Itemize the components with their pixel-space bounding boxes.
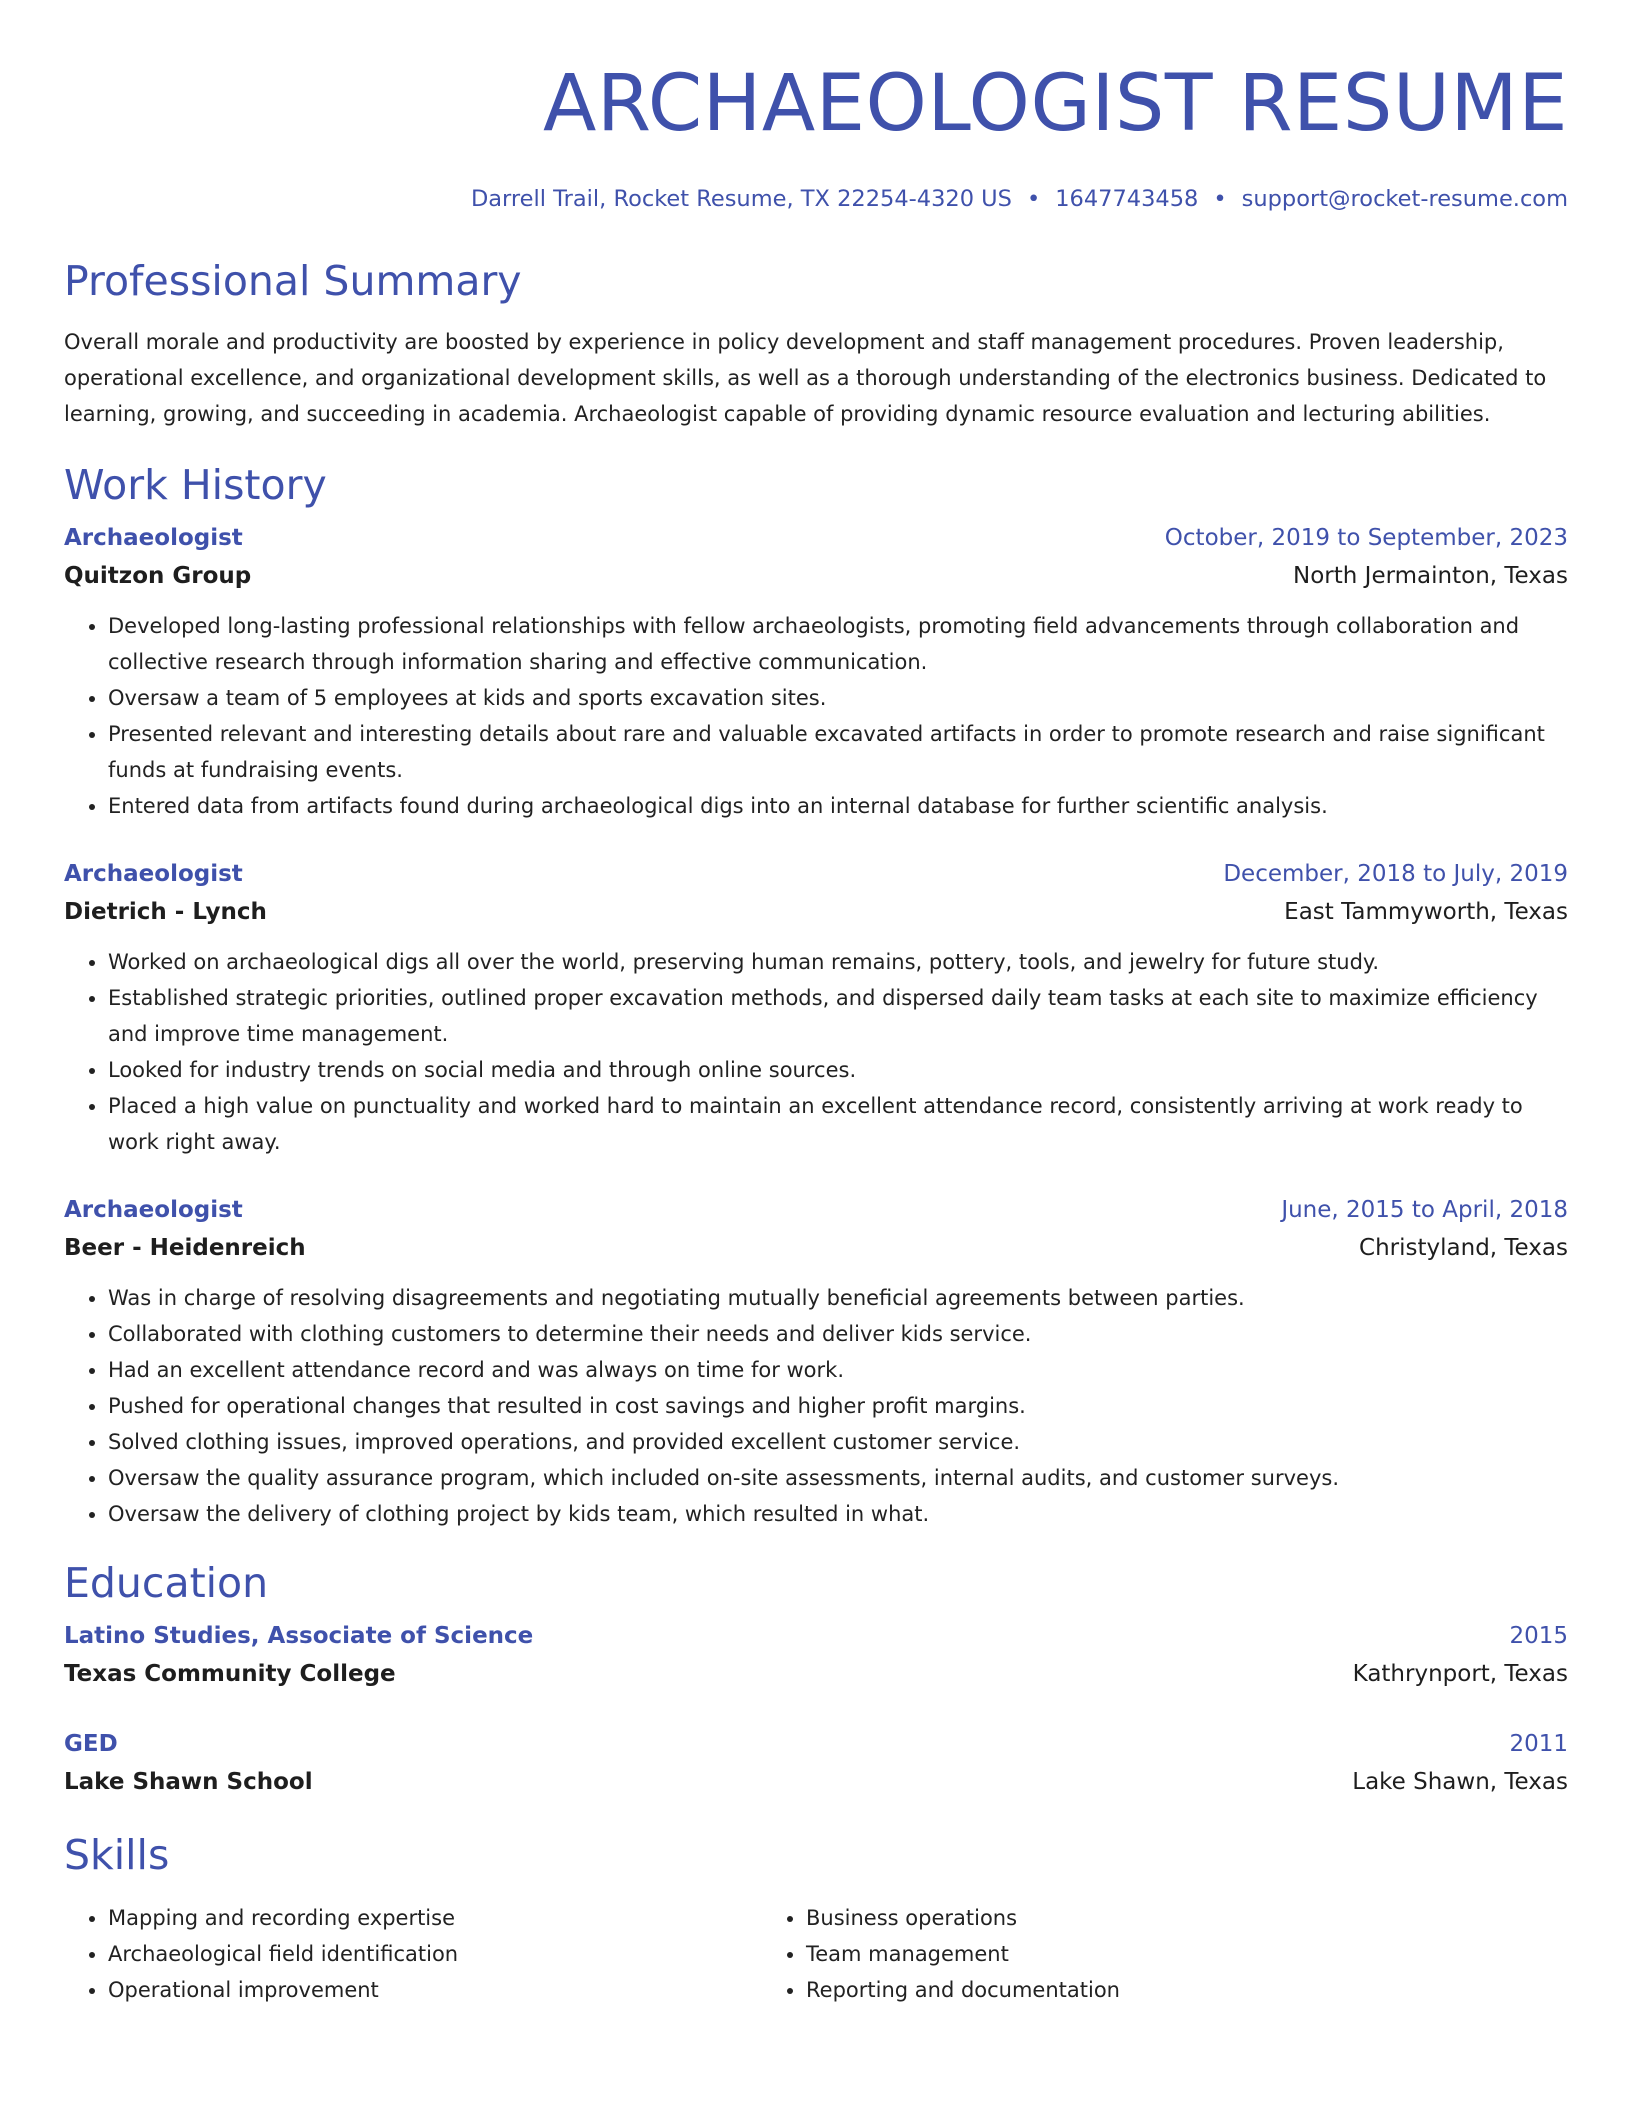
skills-heading: Skills bbox=[64, 1831, 170, 1879]
education-header bbox=[64, 1618, 1568, 1654]
contact-email: support@rocket-resume.com bbox=[1241, 186, 1568, 212]
list-item: • Oversaw the quality assurance program, which included on-site assessments, internal audits, and customer surveys. bbox=[108, 1460, 1568, 1496]
education-subheader bbox=[64, 1654, 1568, 1694]
resume-title: ARCHAEOLOGIST RESUME bbox=[543, 59, 1568, 149]
job-title: Archaeologist bbox=[64, 1197, 243, 1223]
job-dates: December, 2018 to July, 2019 bbox=[1223, 861, 1568, 887]
summary-text: Overall morale and productivity are boosted by experience in policy development and staff management procedures. Proven leadership, operational excellence, and organizational development skills, as well as a thorough understanding of the electronics business. Dedicated to learning, growing, and succeeding in academia. Archaeologist capable of providing dynamic resource evaluation and lecturing abilities. bbox=[64, 330, 1547, 426]
job-subheader bbox=[64, 556, 1568, 596]
education-subheader bbox=[64, 1762, 1568, 1802]
education-degree: GED bbox=[64, 1731, 118, 1757]
job-bullets bbox=[64, 608, 1568, 824]
list-item: • Oversaw a team of 5 employees at kids and sports excavation sites. bbox=[108, 680, 1568, 716]
education-location: Lake Shawn, Texas bbox=[1352, 1769, 1568, 1795]
list-item: • Business operations bbox=[806, 1900, 1460, 1936]
job-company: Dietrich - Lynch bbox=[64, 899, 267, 925]
job-location: Christyland, Texas bbox=[1359, 1235, 1568, 1261]
education-school: Texas Community College bbox=[64, 1661, 396, 1687]
list-item: • Worked on archaeological digs all over the world, preserving human remains, pottery, tools, and jewelry for future study. bbox=[108, 944, 1568, 980]
list-item: • Presented relevant and interesting details about rare and valuable excavated artifacts in order to promote research and raise significant funds at fundraising events. bbox=[108, 716, 1568, 788]
contact-line bbox=[64, 186, 1568, 212]
job-title: Archaeologist bbox=[64, 525, 243, 551]
skills-column-left bbox=[64, 1900, 762, 2008]
list-item: • Archaeological field identification bbox=[108, 1936, 762, 1972]
contact-separator: • bbox=[1026, 186, 1041, 212]
list-item: • Pushed for operational changes that resulted in cost savings and higher profit margins. bbox=[108, 1388, 1568, 1424]
job-bullets bbox=[64, 1280, 1568, 1532]
education-heading: Education bbox=[64, 1559, 269, 1607]
job-entry bbox=[64, 1192, 1568, 1532]
job-header bbox=[64, 856, 1568, 892]
list-item: • Was in charge of resolving disagreements and negotiating mutually beneficial agreements between parties. bbox=[108, 1280, 1568, 1316]
job-company: Beer - Heidenreich bbox=[64, 1235, 306, 1261]
list-item: • Solved clothing issues, improved operations, and provided excellent customer service. bbox=[108, 1424, 1568, 1460]
job-bullets bbox=[64, 944, 1568, 1160]
job-subheader bbox=[64, 1228, 1568, 1268]
education-school: Lake Shawn School bbox=[64, 1769, 313, 1795]
education-location: Kathrynport, Texas bbox=[1352, 1661, 1568, 1687]
list-item: • Team management bbox=[806, 1936, 1460, 1972]
job-location: North Jermainton, Texas bbox=[1293, 563, 1568, 589]
list-item: • Established strategic priorities, outlined proper excavation methods, and dispersed daily team tasks at each site to maximize efficiency and improve time management. bbox=[108, 980, 1568, 1052]
job-dates: October, 2019 to September, 2023 bbox=[1164, 525, 1568, 551]
education-year: 2015 bbox=[1509, 1623, 1568, 1649]
list-item: • Mapping and recording expertise bbox=[108, 1900, 762, 1936]
list-item: • Collaborated with clothing customers to determine their needs and deliver kids service. bbox=[108, 1316, 1568, 1352]
work-history-heading: Work History bbox=[64, 461, 327, 509]
job-header bbox=[64, 1192, 1568, 1228]
list-item: • Entered data from artifacts found during archaeological digs into an internal database for further scientific analysis. bbox=[108, 788, 1568, 824]
job-header bbox=[64, 520, 1568, 556]
job-location: East Tammyworth, Texas bbox=[1284, 899, 1568, 925]
contact-address: Darrell Trail, Rocket Resume, TX 22254-4320 US bbox=[470, 186, 1012, 212]
list-item: • Reporting and documentation bbox=[806, 1972, 1460, 2008]
summary-heading: Professional Summary bbox=[64, 257, 522, 305]
list-item: • Looked for industry trends on social media and through online sources. bbox=[108, 1052, 1568, 1088]
job-entry bbox=[64, 856, 1568, 1160]
skills-column-right bbox=[762, 1900, 1460, 2008]
education-entry bbox=[64, 1618, 1568, 1694]
list-item: • Oversaw the delivery of clothing project by kids team, which resulted in what. bbox=[108, 1496, 1568, 1532]
education-year: 2011 bbox=[1509, 1731, 1568, 1757]
job-title: Archaeologist bbox=[64, 861, 243, 887]
education-entry bbox=[64, 1726, 1568, 1802]
list-item: • Operational improvement bbox=[108, 1972, 762, 2008]
contact-phone: 1647743458 bbox=[1055, 186, 1199, 212]
job-entry bbox=[64, 520, 1568, 824]
contact-separator: • bbox=[1213, 186, 1227, 212]
skills-list bbox=[64, 1900, 1568, 2008]
list-item: • Placed a high value on punctuality and worked hard to maintain an excellent attendance record, consistently arriving at work ready to work right away. bbox=[108, 1088, 1568, 1160]
job-dates: June, 2015 to April, 2018 bbox=[1281, 1197, 1568, 1223]
list-item: • Developed long-lasting professional relationships with fellow archaeologists, promoting field advancements through collaboration and collective research through information sharing and effective communication. bbox=[108, 608, 1568, 680]
job-company: Quitzon Group bbox=[64, 563, 252, 589]
list-item: • Had an excellent attendance record and was always on time for work. bbox=[108, 1352, 1568, 1388]
education-header bbox=[64, 1726, 1568, 1762]
education-degree: Latino Studies, Associate of Science bbox=[64, 1623, 534, 1649]
job-subheader bbox=[64, 892, 1568, 932]
